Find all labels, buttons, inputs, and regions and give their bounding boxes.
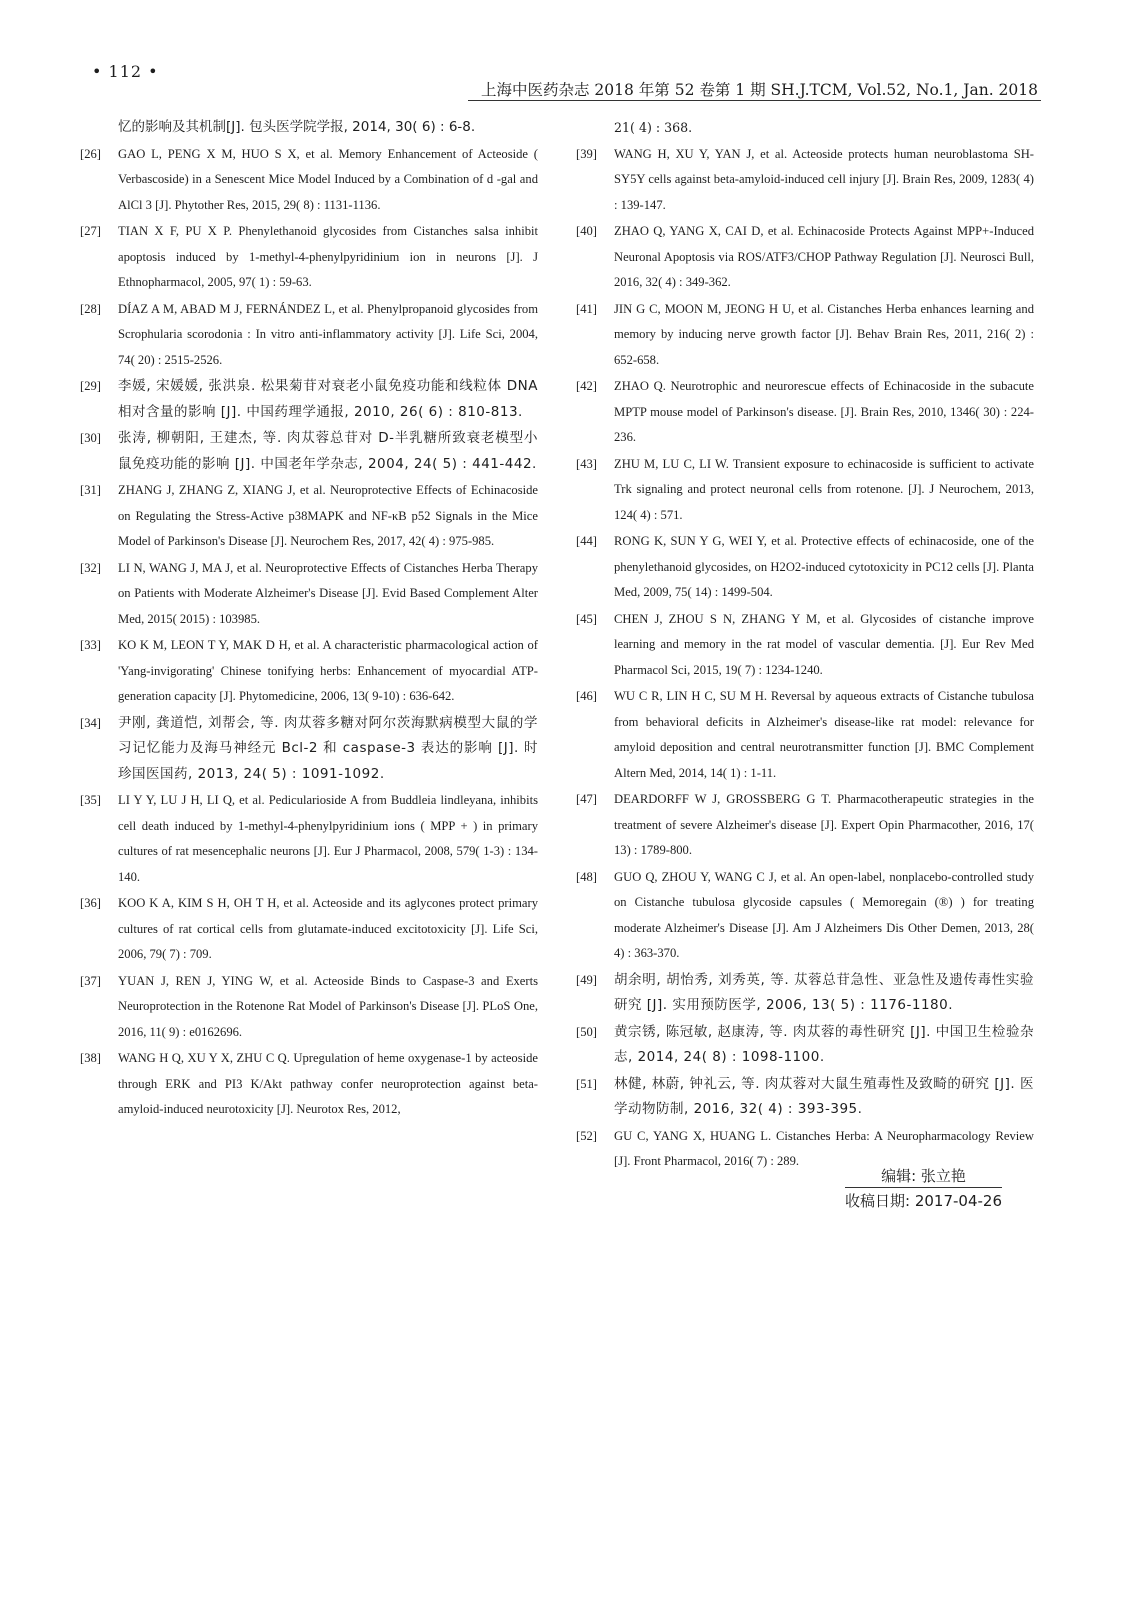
journal-header: 上海中医药杂志 2018 年第 52 卷第 1 期 SH.J.TCM, Vol.52, No.1, Jan. 2018 <box>480 81 1038 99</box>
reference-number: [26] <box>80 146 101 161</box>
reference-item <box>576 452 1034 529</box>
reference-number: [36] <box>80 896 101 910</box>
reference-item <box>576 297 1034 374</box>
reference-number: [42] <box>576 379 597 393</box>
reference-item <box>80 426 538 477</box>
right-column <box>576 115 1034 1176</box>
reference-number: [34] <box>80 715 101 730</box>
reference-number: [44] <box>576 534 597 548</box>
reference-text: 李媛, 宋媛媛, 张洪泉. 松果菊苷对衰老小鼠免疫功能和线粒体 DNA 相对含量的影响 [J]. 中国药理学通报, 2010, 26( 6) : 810-813. <box>118 378 538 420</box>
reference-text: GU C, YANG X, HUANG L. Cistanches Herba: A Neuropharmacology Review [J]. Front Pharmacol, 2016( 7) : 289. <box>614 1128 1034 1168</box>
reference-text: ZHANG J, ZHANG Z, XIANG J, et al. Neuroprotective Effects of Echinacoside on Regulating the Stress-Active p38MAPK and NF-κB p52 Signals in the Mice Model of Parkinson's Disease [J]. Neurochem Res, 2017, 42( 4) : 975-985. <box>118 483 538 548</box>
reference-item <box>576 787 1034 864</box>
reference-text: RONG K, SUN Y G, WEI Y, et al. Protective effects of echinacoside, one of the phenylethanoid glycosides, on H2O2-induced cytotoxicity in PC12 cells [J]. Planta Med, 2009, 75( 14) : 1499-504. <box>614 534 1034 599</box>
reference-number: [51] <box>576 1076 597 1091</box>
reference-text: 21( 4) : 368. <box>614 120 693 135</box>
reference-text: ZHAO Q, YANG X, CAI D, et al. Echinacoside Protects Against MPP+-Induced Neuronal Apoptosis via ROS/ATF3/CHOP Pathway Regulation [J]. Neurosci Bull, 2016, 32( 4) : 349-362. <box>614 224 1034 289</box>
reference-item <box>80 969 538 1046</box>
reference-text: TIAN X F, PU X P. Phenylethanoid glycosides from Cistanches salsa inhibit apoptosis induced by 1-methyl-4-phenylpyridinium ion in neurons [J]. J Ethnopharmacol, 2005, 97( 1) : 59-63. <box>118 224 538 289</box>
reference-text: 忆的影响及其机制[J]. 包头医学院学报, 2014, 30( 6) : 6-8. <box>118 119 476 135</box>
reference-text: KO K M, LEON T Y, MAK D H, et al. A characteristic pharmacological action of 'Yang-invigorating' Chinese tonifying herbs: Enhancement of myocardial ATP-generation capacity [J]. Phytomedicine, 2006, 13( 9-10) : 636-642. <box>118 638 538 703</box>
reference-text: ZHAO Q. Neurotrophic and neurorescue effects of Echinacoside in the subacute MPTP mouse model of Parkinson's disease. [J]. Brain Res, 2010, 1346( 30) : 224-236. <box>614 379 1034 444</box>
reference-number: [43] <box>576 456 597 471</box>
reference-number: [48] <box>576 869 597 884</box>
reference-number: [35] <box>80 793 101 807</box>
reference-number: [30] <box>80 431 101 445</box>
reference-number: [39] <box>576 146 597 161</box>
reference-text: YUAN J, REN J, YING W, et al. Acteoside Binds to Caspase-3 and Exerts Neuroprotection in the Rotenone Rat Model of Parkinson's Disease [J]. PLoS One, 2016, 11( 9) : e0162696. <box>118 973 538 1039</box>
reference-item <box>80 711 538 788</box>
reference-number: [37] <box>80 973 101 988</box>
reference-text: 黄宗锈, 陈冠敏, 赵康涛, 等. 肉苁蓉的毒性研究 [J]. 中国卫生检验杂志, 2014, 24( 8) : 1098-1100. <box>614 1023 1034 1065</box>
reference-number: [52] <box>576 1128 597 1143</box>
reference-text: ZHU M, LU C, LI W. Transient exposure to echinacoside is sufficient to activate Trk signaling and protect neuronal cells from rotenone. [J]. J Neurochem, 2013, 124( 4) : 571. <box>614 456 1034 522</box>
reference-text: 胡余明, 胡怡秀, 刘秀英, 等. 苁蓉总苷急性、亚急性及遗传毒性实验研究 [J]. 实用预防医学, 2006, 13( 5) : 1176-1180. <box>614 971 1034 1013</box>
reference-item <box>80 788 538 890</box>
reference-number: [27] <box>80 224 101 238</box>
reference-number: [46] <box>576 689 597 703</box>
editor-line: 编辑: 张立艳 <box>881 1167 966 1185</box>
reference-item <box>576 684 1034 786</box>
reference-item <box>80 219 538 296</box>
reference-continuation <box>80 115 538 141</box>
reference-text: CHEN J, ZHOU S N, ZHANG Y M, et al. Glycosides of cistanche improve learning and memory in the rat model of vascular dementia. [J]. Eur Rev Med Pharmacol Sci, 2015, 19( 7) : 1234-1240. <box>614 611 1034 677</box>
reference-number: [33] <box>80 638 101 652</box>
reference-item <box>576 1072 1034 1123</box>
reference-item <box>80 1046 538 1123</box>
reference-item <box>80 633 538 710</box>
reference-number: [28] <box>80 301 101 316</box>
reference-item <box>80 297 538 374</box>
reference-text: 林健, 林蔚, 钟礼云, 等. 肉苁蓉对大鼠生殖毒性及致畸的研究 [J]. 医学动物防制, 2016, 32( 4) : 393-395. <box>614 1075 1034 1117</box>
reference-text: WANG H, XU Y, YAN J, et al. Acteoside protects human neuroblastoma SH-SY5Y cells against beta-amyloid-induced cell injury [J]. Brain Res, 2009, 1283( 4) : 139-147. <box>614 146 1034 212</box>
reference-item <box>576 219 1034 296</box>
reference-text: WU C R, LIN H C, SU M H. Reversal by aqueous extracts of Cistanche tubulosa from behavioral deficits in Alzheimer's disease-like rat model: relevance for amyloid deposition and central neurotransmitter function [J]. BMC Complement Altern Med, 2014, 14( 1) : 1-11. <box>614 689 1034 780</box>
reference-item <box>576 529 1034 606</box>
reference-text: LI Y Y, LU J H, LI Q, et al. Pedicularioside A from Buddleia lindleyana, inhibits cell death induced by 1-methyl-4-phenylpyridinium ions ( MPP + ) in primary cultures of rat mesencephalic neurons [J]. Eur J Pharmacol, 2008, 579( 1-3) : 134-140. <box>118 793 538 884</box>
reference-number: [38] <box>80 1051 101 1065</box>
reference-item <box>80 374 538 425</box>
reference-text: 尹刚, 龚道恺, 刘帮会, 等. 肉苁蓉多糖对阿尔茨海默病模型大鼠的学习记忆能力及海马神经元 Bcl-2 和 caspase-3 表达的影响 [J]. 时珍国医国药, 2013, 24( 5) : 1091-1092. <box>118 714 538 782</box>
received-date: 收稿日期: 2017-04-26 <box>845 1187 1002 1212</box>
reference-text: LI N, WANG J, MA J, et al. Neuroprotective Effects of Cistanches Herba Therapy on Patients with Moderate Alzheimer's Disease [J]. Evid Based Complement Alter Med, 2015( 2015) : 103985. <box>118 560 538 626</box>
reference-item <box>80 142 538 219</box>
reference-number: [45] <box>576 611 597 626</box>
page-number: • 112 • <box>92 62 159 81</box>
reference-text: GAO L, PENG X M, HUO S X, et al. Memory Enhancement of Acteoside ( Verbascoside) in a Senescent Mice Model Induced by a Combination of d -gal and AlCl 3 [J]. Phytother Res, 2015, 29( 8) : 1131-1136. <box>118 146 538 212</box>
reference-number: [32] <box>80 560 101 575</box>
reference-text: KOO K A, KIM S H, OH T H, et al. Acteoside and its aglycones protect primary cultures of rat cortical cells from glutamate-induced excitotoxicity [J]. Life Sci, 2006, 79( 7) : 709. <box>118 896 538 961</box>
reference-item <box>576 865 1034 967</box>
reference-item <box>80 891 538 968</box>
reference-number: [41] <box>576 301 597 316</box>
reference-number: [47] <box>576 792 597 806</box>
editor-note <box>845 1165 1002 1212</box>
reference-item <box>576 968 1034 1019</box>
reference-text: GUO Q, ZHOU Y, WANG C J, et al. An open-label, nonplacebo-controlled study on Cistanche tubulosa glycoside capsules ( Memoregain (®) ) for treating moderate Alzheimer's Disease [J]. Am J Alzheimers Dis Other Demen, 2013, 28( 4) : 363-370. <box>614 869 1034 960</box>
reference-text: DEARDORFF W J, GROSSBERG G T. Pharmacotherapeutic strategies in the treatment of severe Alzheimer's disease [J]. Expert Opin Pharmacother, 2016, 17( 13) : 1789-800. <box>614 792 1034 857</box>
reference-number: [29] <box>80 379 101 393</box>
reference-item <box>576 142 1034 219</box>
reference-item <box>80 556 538 633</box>
reference-item <box>80 478 538 555</box>
reference-number: [50] <box>576 1024 597 1039</box>
reference-item <box>576 607 1034 684</box>
reference-item <box>576 1020 1034 1071</box>
header-rule <box>468 100 1041 101</box>
reference-continuation <box>576 115 1034 141</box>
left-column <box>80 115 538 1124</box>
reference-text: JIN G C, MOON M, JEONG H U, et al. Cistanches Herba enhances learning and memory by inducing nerve growth factor [J]. Behav Brain Res, 2011, 216( 2) : 652-658. <box>614 301 1034 367</box>
reference-item <box>576 374 1034 451</box>
reference-text: DÍAZ A M, ABAD M J, FERNÁNDEZ L, et al. Phenylpropanoid glycosides from Scrophularia scorodonia : In vitro anti-inflammatory activity [J]. Life Sci, 2004, 74( 20) : 2515-2526. <box>118 301 538 367</box>
reference-number: [40] <box>576 224 597 238</box>
reference-text: 张涛, 柳朝阳, 王建杰, 等. 肉苁蓉总苷对 D-半乳糖所致衰老模型小鼠免疫功能的影响 [J]. 中国老年学杂志, 2004, 24( 5) : 441-442. <box>118 430 538 472</box>
reference-number: [49] <box>576 972 597 987</box>
reference-text: WANG H Q, XU Y X, ZHU C Q. Upregulation of heme oxygenase-1 by acteoside through ERK and PI3 K/Akt pathway confer neuroprotection against beta-amyloid-induced neurotoxicity [J]. Neurotox Res, 2012, <box>118 1051 538 1116</box>
reference-number: [31] <box>80 483 101 497</box>
